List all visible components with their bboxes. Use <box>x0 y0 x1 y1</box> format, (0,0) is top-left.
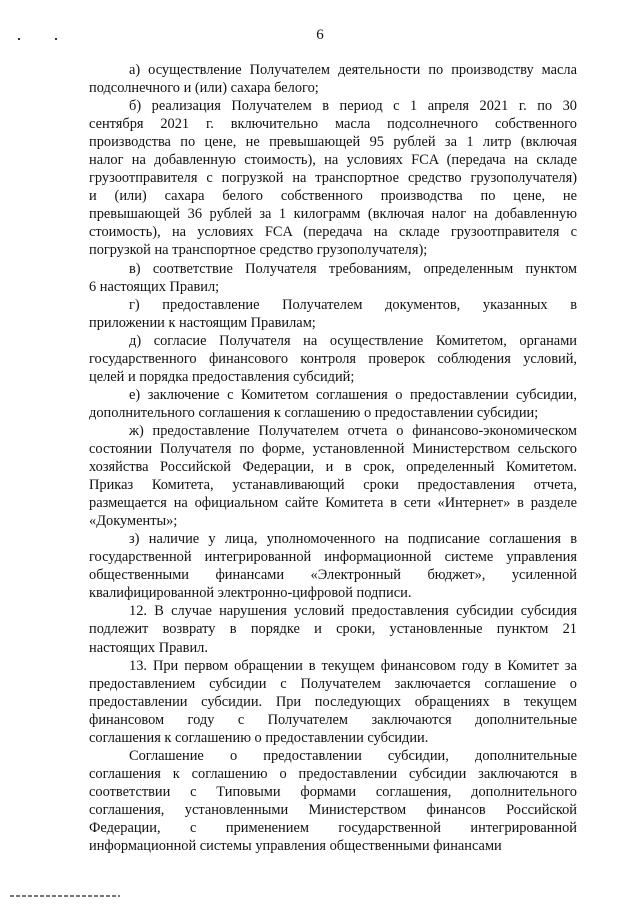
document-body <box>89 61 577 855</box>
text-line: Соглашение о предоставлении субсидии, дополнительные <box>129 747 577 764</box>
text-line: подлежит возврату в порядке и сроки, установленные пунктом 21 <box>89 621 577 638</box>
paragraph <box>89 747 577 855</box>
text-line: соглашения, установленными Министерством финансов Российской <box>89 801 577 818</box>
text-line: предоставлении субсидии. При последующих обращениях в текущем <box>89 693 577 710</box>
text-line: производства по цене, не превышающей 95 рублей за 1 литр (включая <box>89 134 577 151</box>
text-line: государственной интегрированной информационной системе управления <box>89 549 577 566</box>
text-line: состоянии Получателя по форме, установленной Министерством сельского <box>89 440 577 457</box>
text-line: дополнительного соглашения к соглашению о предоставлении субсидии; <box>89 404 539 421</box>
paragraph <box>89 332 577 386</box>
text-line: и (или) сахара белого собственного производства по цене, не <box>89 188 577 205</box>
paragraph <box>89 61 577 97</box>
paragraph <box>89 296 577 332</box>
paragraph <box>89 530 577 602</box>
text-line: Приказ Комитета, устанавливающий сроки предоставления отчета, <box>89 477 577 494</box>
paragraph <box>89 422 577 530</box>
text-line: общественными финансами «Электронный бюджет», усиленной <box>89 567 577 584</box>
text-line: подсолнечного и (или) сахара белого; <box>89 80 319 97</box>
text-line: погрузкой на транспортное средство грузополучателя); <box>89 242 428 259</box>
scan-artifact-line <box>10 895 120 897</box>
text-line: информационной системы управления общественными финансами <box>89 838 502 855</box>
paragraph <box>89 386 577 422</box>
text-line: соглашения к соглашению о предоставлении субсидии заключаются в <box>89 765 577 782</box>
text-line: Федерации, с применением государственной интегрированной <box>89 819 577 836</box>
paragraph <box>89 657 577 747</box>
text-line: в) соответствие Получателя требованиям, определенным пунктом <box>129 260 577 277</box>
text-line: настоящих Правил. <box>89 639 208 656</box>
paragraph <box>89 602 577 656</box>
text-line: ж) предоставление Получателем отчета о финансово-экономическом <box>129 422 577 439</box>
text-line: соглашения к соглашению о предоставлении субсидии. <box>89 729 429 746</box>
text-line: е) заключение с Комитетом соглашения о предоставлении субсидии, <box>129 386 577 403</box>
text-line: 13. При первом обращении в текущем финансовом году в Комитет за <box>129 657 577 674</box>
text-line: квалифицированной электронно-цифровой подписи. <box>89 585 412 602</box>
page-number: 6 <box>316 27 324 43</box>
text-line: сентября 2021 г. включительно масла подсолнечного собственного <box>89 116 577 133</box>
text-line: целей и порядка предоставления субсидий; <box>89 368 355 385</box>
paragraph <box>89 97 577 259</box>
text-line: предоставлением субсидии с Получателем заключается соглашение о <box>89 675 577 692</box>
text-line: стоимость), на условиях FCA (передача на складе грузоотправителя с <box>89 224 577 241</box>
text-line: 6 настоящих Правил; <box>89 278 220 295</box>
paragraph <box>89 260 577 296</box>
text-line: соответствии с Типовыми формами соглашения, дополнительного <box>89 783 577 800</box>
text-line: а) осуществление Получателем деятельности по производству масла <box>129 62 577 78</box>
text-line: 12. В случае нарушения условий предоставления субсидии субсидия <box>129 603 577 620</box>
text-line: д) согласие Получателя на осуществление Комитетом, органами <box>129 332 577 349</box>
text-line: «Документы»; <box>89 513 178 530</box>
text-line: б) реализация Получателем в период с 1 апреля 2021 г. по 30 <box>129 98 577 115</box>
text-line: превышающей 36 рублей за 1 килограмм (включая налог на добавленную <box>89 206 577 223</box>
text-line: приложении к настоящим Правилам; <box>89 314 316 331</box>
text-line: г) предоставление Получателем документов, указанных в <box>129 296 577 313</box>
text-line: з) наличие у лица, уполномоченного на подписание соглашения в <box>129 531 577 548</box>
text-line: государственного финансового контроля проверок соблюдения условий, <box>89 350 577 367</box>
text-line: хозяйства Российской Федерации, и в срок, определенный Комитетом. <box>89 459 577 476</box>
text-line: размещается на официальном сайте Комитета в сети «Интернет» в разделе <box>89 495 577 512</box>
text-line: грузоотправителя с погрузкой на транспортное средство грузополучателя) <box>89 170 577 187</box>
text-line: налог на добавленную стоимость), на условиях FCA (передача на складе <box>89 152 577 169</box>
text-line: финансовом году с Получателем заключаются дополнительные <box>89 711 577 728</box>
